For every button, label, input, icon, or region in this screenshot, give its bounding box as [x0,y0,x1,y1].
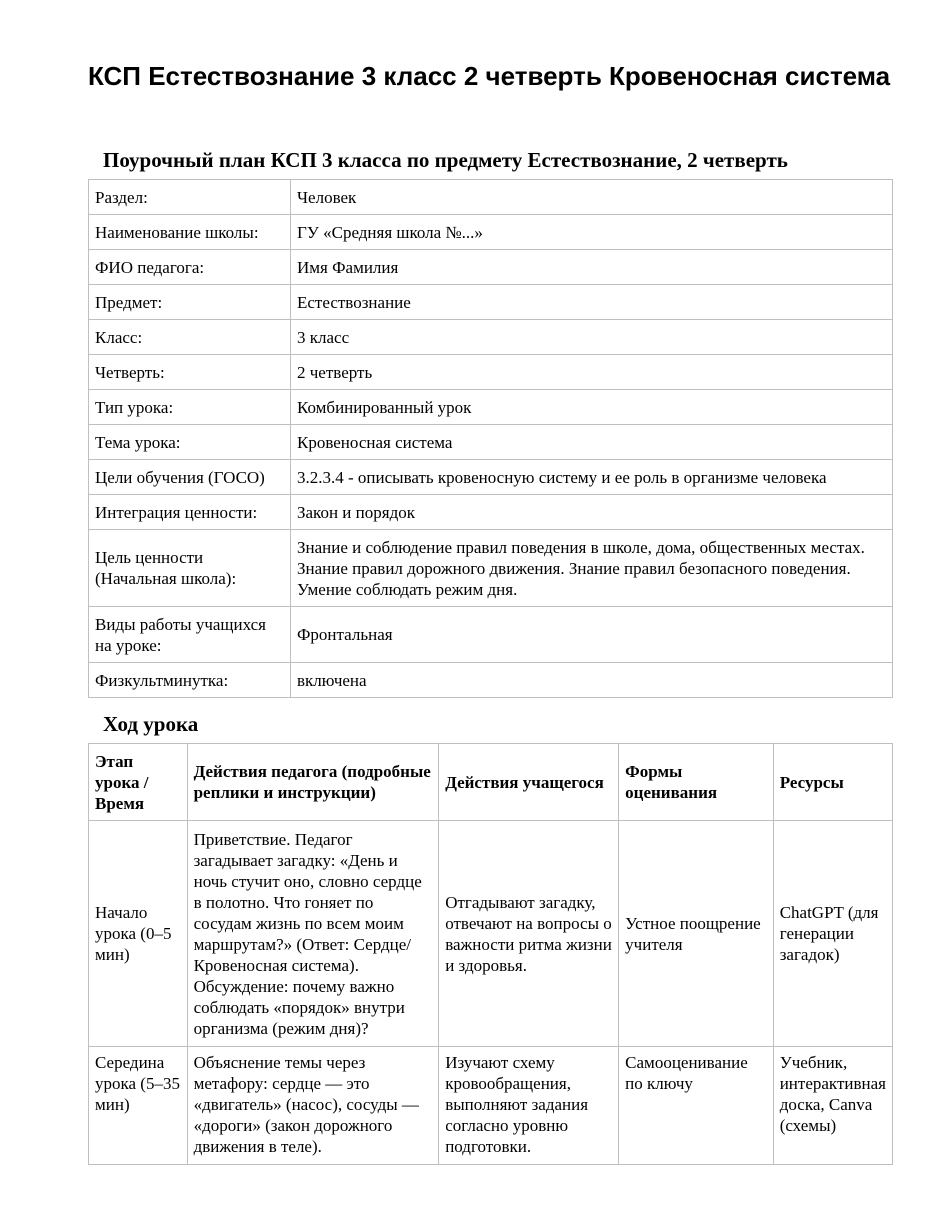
info-label: Интеграция ценности: [89,495,291,530]
info-value: включена [291,663,893,698]
cell-resources: Учебник, интерактивная доска, Canva (схемы) [773,1047,892,1165]
info-label: Раздел: [89,180,291,215]
info-value: Комбинированный урок [291,390,893,425]
info-row [89,355,893,390]
info-value: Человек [291,180,893,215]
info-value: Знание и соблюдение правил поведения в школе, дома, общественных местах. Знание правил дорожного движения. Знание правил безопасного поведения. Умение соблюдать режим дня. [291,530,893,607]
info-value: Естествознание [291,285,893,320]
info-row [89,460,893,495]
info-label: Класс: [89,320,291,355]
info-value: Закон и порядок [291,495,893,530]
info-label: Четверть: [89,355,291,390]
info-label: ФИО педагога: [89,250,291,285]
cell-stage: Начало урока (0–5 мин) [89,821,188,1047]
cell-student-actions: Изучают схему кровообращения, выполняют задания согласно уровню подготовки. [439,1047,619,1165]
info-label: Наименование школы: [89,215,291,250]
info-row [89,390,893,425]
info-value: Кровеносная система [291,425,893,460]
info-row [89,607,893,663]
lesson-heading: Ход урока [103,712,199,736]
lesson-progress-table [88,743,893,1165]
info-value: 3 класс [291,320,893,355]
lesson-info-table [88,179,893,698]
header-assessment: Формы оценивания [619,744,774,821]
info-row [89,530,893,607]
lesson-row [89,1047,893,1165]
cell-stage: Середина урока (5–35 мин) [89,1047,188,1165]
lesson-row [89,821,893,1047]
info-row [89,285,893,320]
cell-student-actions: Отгадывают загадку, отвечают на вопросы о важности ритма жизни и здоровья. [439,821,619,1047]
info-row [89,663,893,698]
info-value: Имя Фамилия [291,250,893,285]
info-row [89,425,893,460]
header-resources: Ресурсы [773,744,892,821]
info-label: Цель ценности (Начальная школа): [89,530,291,607]
cell-resources: ChatGPT (для генерации загадок) [773,821,892,1047]
info-value: 3.2.3.4 - описывать кровеносную систему и ее роль в организме человека [291,460,893,495]
info-label: Виды работы учащихся на уроке: [89,607,291,663]
cell-teacher-actions: Объяснение темы через метафору: сердце — это «двигатель» (насос), сосуды — «дороги» (закон дорожного движения в теле). [187,1047,439,1165]
info-row [89,495,893,530]
info-label: Тип урока: [89,390,291,425]
header-student-actions: Действия учащегося [439,744,619,821]
cell-teacher-actions: Приветствие. Педагог загадывает загадку: «День и ночь стучит оно, словно сердце в полотно. Что гоняет по сосудам жизнь по всем моим маршрутам?» (Ответ: Сердце/Кровеносная система). Обсуждение: почему важно соблюдать «порядок» внутри организма (режим дня)? [187,821,439,1047]
info-row [89,180,893,215]
info-row [89,320,893,355]
plan-heading: Поурочный план КСП 3 класса по предмету Естествознание, 2 четверть [103,148,788,172]
info-label: Физкультминутка: [89,663,291,698]
info-value: ГУ «Средняя школа №...» [291,215,893,250]
cell-assessment: Самооценивание по ключу [619,1047,774,1165]
header-teacher-actions: Действия педагога (подробные реплики и инструкции) [187,744,439,821]
cell-assessment: Устное поощрение учителя [619,821,774,1047]
info-label: Тема урока: [89,425,291,460]
info-row [89,215,893,250]
info-row [89,250,893,285]
info-label: Цели обучения (ГОСО) [89,460,291,495]
info-value: Фронтальная [291,607,893,663]
lesson-header-row [89,744,893,821]
info-label: Предмет: [89,285,291,320]
document-title: КСП Естествознание 3 класс 2 четверть Кровеносная система [88,61,891,91]
info-value: 2 четверть [291,355,893,390]
header-stage: Этап урока / Время [89,744,188,821]
